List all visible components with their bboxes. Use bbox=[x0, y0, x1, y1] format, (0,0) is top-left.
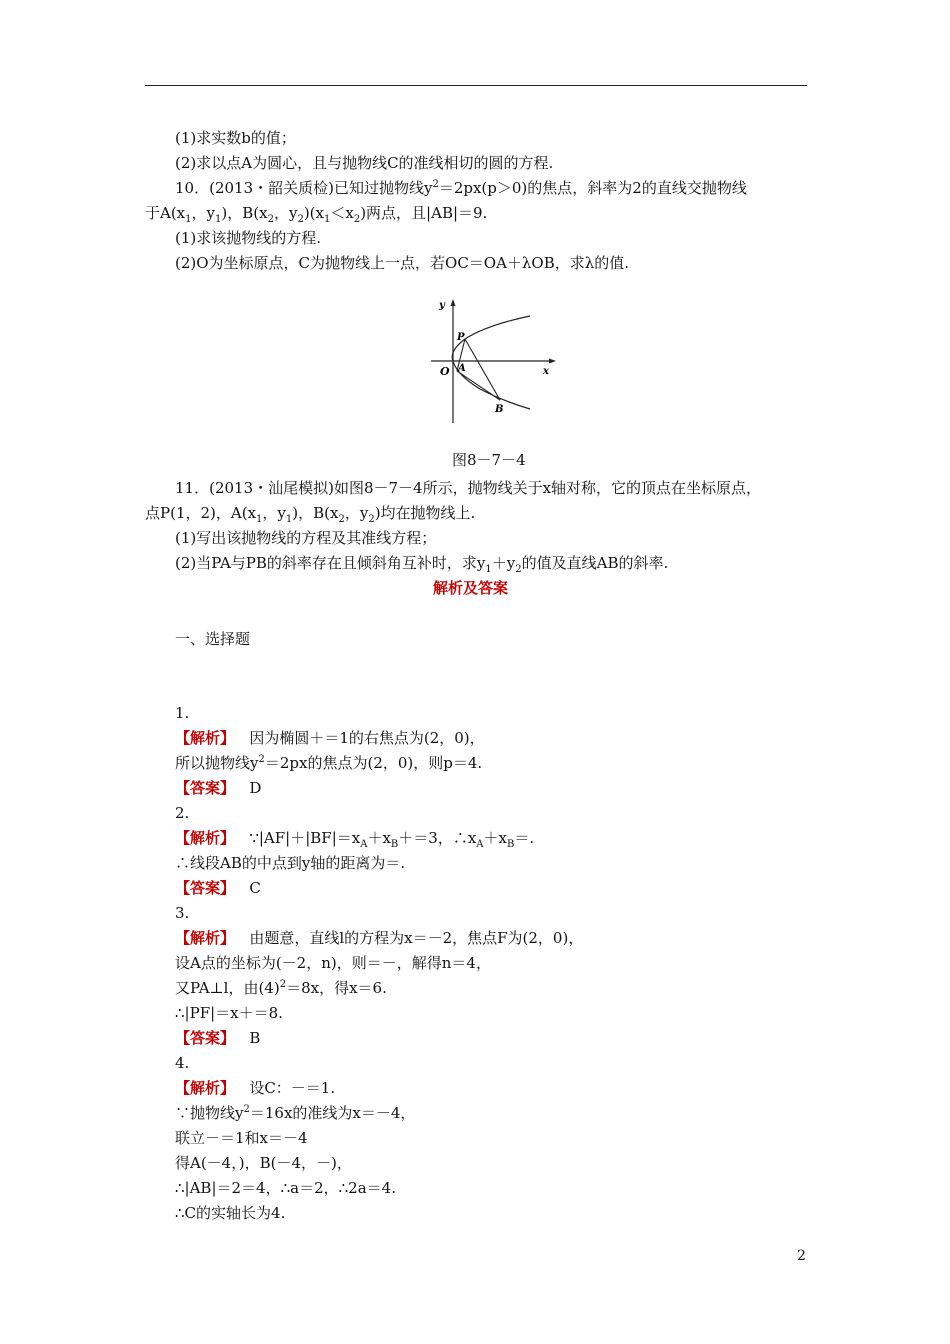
answer1-result: 【答案】 D bbox=[175, 779, 262, 797]
q11-part1: (1)写出该抛物线的方程及其准线方程； bbox=[175, 529, 437, 547]
answer4-line2: ∵抛物线$y^2=16x$的准线为x＝－4， bbox=[175, 1104, 416, 1122]
answer3-line2: 设A点的坐标为(－2，n)，则＝－，解得n＝4， bbox=[175, 954, 491, 972]
answer4-line3: 联立－＝1和x＝－4 bbox=[175, 1129, 308, 1147]
answer4-analysis: 【解析】 设C：－＝1. bbox=[175, 1079, 336, 1097]
parabola-figure bbox=[425, 297, 560, 427]
q9-part2: (2)求以点A为圆心，且与抛物线C的准线相切的圆的方程. bbox=[175, 154, 554, 172]
q11-part2: (2)当PA与PB的斜率存在且倾斜角互补时，求$y_1+y_2$的值及直线AB的斜率. bbox=[175, 554, 669, 575]
answer2-result: 【答案】 C bbox=[175, 879, 261, 897]
page-number: 2 bbox=[797, 1248, 806, 1264]
answer3-analysis: 【解析】 由题意，直线l的方程为x＝－2，焦点F为(2，0)， bbox=[175, 929, 584, 947]
answer2-number: 2. bbox=[175, 804, 190, 822]
answer3-line3: 又PA⊥l，由$(4)^2=8x$，得x＝6. bbox=[175, 979, 387, 997]
y-axis-arrow bbox=[451, 299, 456, 306]
section-title: 一、选择题 bbox=[175, 630, 251, 648]
answer3-number: 3. bbox=[175, 904, 190, 922]
label-a: A bbox=[458, 363, 466, 374]
q10-stem-line1: 10．(2013・韶关质检)已知过抛物线$y^2=2px(p>0)$的焦点，斜率为2的直线交抛物线 bbox=[175, 179, 747, 197]
label-y: y bbox=[439, 300, 445, 311]
x-axis-arrow bbox=[549, 359, 556, 364]
answer2-analysis: 【解析】 $\because|AF|+|BF|=x_A+x_B+=3$，$\therefore x_A+x_B=$. bbox=[175, 829, 535, 850]
label-x: x bbox=[543, 366, 549, 377]
figure-caption: 图8－7－4 bbox=[452, 451, 526, 469]
q11-stem-line2: 点P(1，2)，$A(x_1$，$y_1$)，$B(x_2$，$y_2$)均在抛物线上. bbox=[145, 504, 476, 525]
header-rule bbox=[145, 85, 807, 86]
q11-stem-line1: 11．(2013・汕尾模拟)如图8－7－4所示，抛物线关于x轴对称，它的顶点在坐标原点， bbox=[175, 479, 762, 497]
segment-ab bbox=[457, 371, 500, 400]
answer3-result: 【答案】 B bbox=[175, 1029, 261, 1047]
label-b: B bbox=[495, 404, 504, 415]
answer1-line2: 所以抛物线$y^2=2px$的焦点为(2，0)，则p＝4. bbox=[175, 754, 483, 772]
answer1-number: 1. bbox=[175, 704, 190, 722]
label-p: P bbox=[457, 332, 465, 343]
label-origin: O bbox=[440, 365, 450, 378]
answer4-number: 4. bbox=[175, 1054, 190, 1072]
answer4-line6: ∴C的实轴长为4. bbox=[175, 1204, 286, 1222]
q10-part1: (1)求该抛物线的方程. bbox=[175, 229, 322, 247]
answer4-line4: 得A(－4，)，B(－4，－)， bbox=[175, 1154, 352, 1172]
q10-part2: (2)O为坐标原点，C为抛物线上一点，若OC＝OA＋λOB，求λ的值. bbox=[175, 254, 630, 272]
answer2-line2: ∴线段AB的中点到y轴的距离为＝. bbox=[175, 854, 406, 872]
answer4-line5: ∴|AB|＝2＝4，∴a＝2，∴2a＝4. bbox=[175, 1179, 396, 1197]
answer3-line4: ∴|PF|＝x＋＝8. bbox=[175, 1004, 283, 1022]
q10-stem-line2: 于$A(x_1$，$y_1$)，$B(x_2$，$y_2)(x_1<x_2)$两点，且|AB|＝9. bbox=[145, 204, 488, 225]
answers-title: 解析及答案 bbox=[433, 579, 509, 597]
q9-part1: (1)求实数b的值； bbox=[175, 129, 296, 147]
answer1-analysis: 【解析】 因为椭圆＋＝1的右焦点为(2，0)， bbox=[175, 729, 485, 747]
